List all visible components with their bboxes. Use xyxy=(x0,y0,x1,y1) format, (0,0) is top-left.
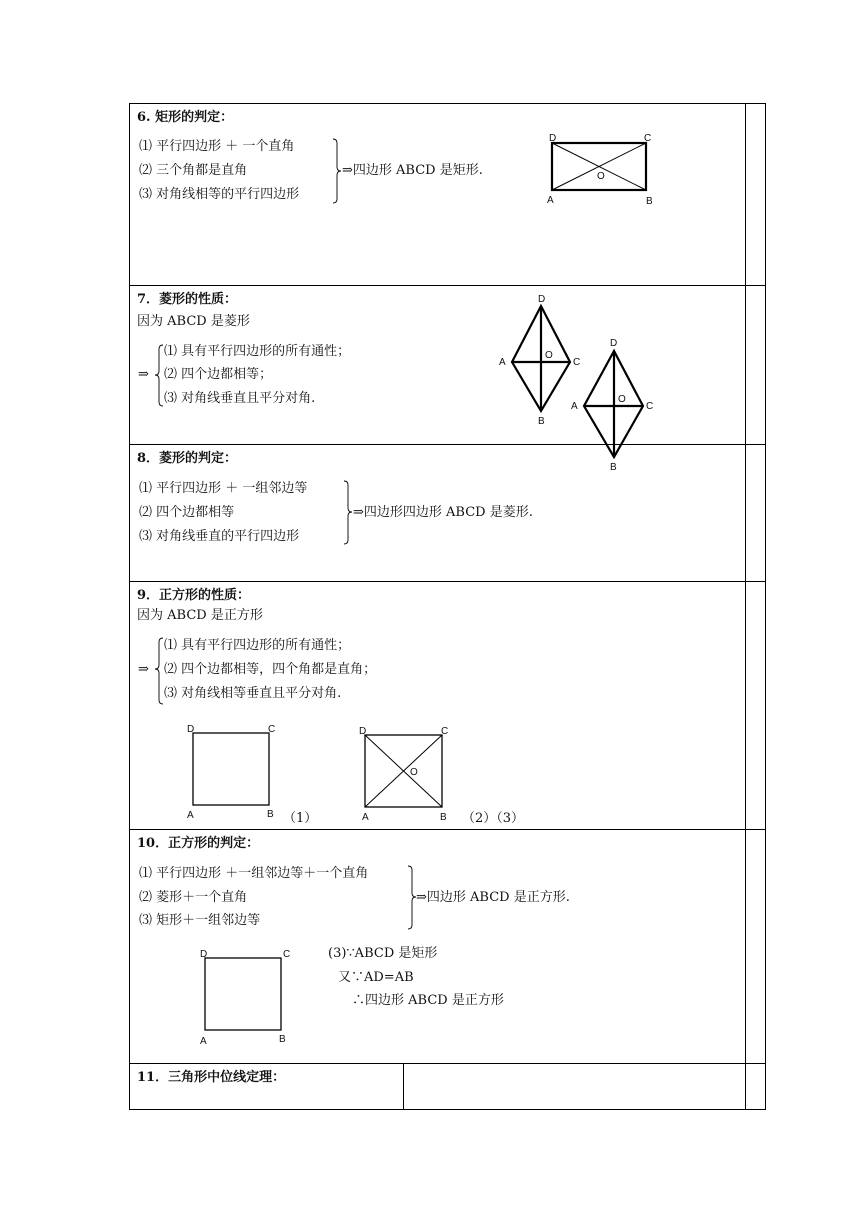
s6-result: ⇒四边形 ABCD 是矩形. xyxy=(342,163,483,178)
s9-f2-label-b: B xyxy=(440,812,447,823)
s8-item-2: ⑵ 四个边都相等 xyxy=(139,505,235,520)
square-figure-1 xyxy=(193,733,269,805)
s10-proof-line-3: ∴四边形 ABCD 是正方形 xyxy=(352,993,504,1008)
s10-result: ⇒四边形 ABCD 是正方形. xyxy=(416,890,570,905)
s7-f1-label-c: C xyxy=(573,357,581,368)
s9-f1-label-b: B xyxy=(267,809,274,820)
s9-f1-caption: （1） xyxy=(283,811,318,826)
s10-proof-line-1: (3)∵ABCD 是矩形 xyxy=(328,946,438,961)
square-figure-3 xyxy=(205,958,281,1030)
s10-label-c: C xyxy=(283,949,291,960)
s8-result: ⇒四边形四边形 ABCD 是菱形. xyxy=(353,505,533,520)
s7-item-2: ⑵ 四个边都相等； xyxy=(164,367,273,382)
rhombus-figure-2 xyxy=(584,351,643,457)
section-7-title: 7．菱形的性质： xyxy=(137,292,238,307)
s7-f1-label-o: O xyxy=(545,350,553,361)
s10-item-1: ⑴ 平行四边形 ＋一组邻边等＋一个直角 xyxy=(139,866,369,881)
s9-item-3: ⑶ 对角线相等垂直且平分对角. xyxy=(164,686,342,701)
s9-arrow: ⇒ xyxy=(138,662,149,677)
s10-label-b: B xyxy=(279,1034,286,1045)
s7-item-3: ⑶ 对角线垂直且平分对角. xyxy=(164,391,316,406)
s9-given: 因为 ABCD 是正方形 xyxy=(137,608,263,623)
s9-f2-caption: （2）（3） xyxy=(462,811,525,826)
s7-f2-label-c: C xyxy=(646,401,654,412)
s6-item-2: ⑵ 三个角都是直角 xyxy=(139,163,248,178)
s6-label-b: B xyxy=(646,196,653,207)
section-8-title: 8．菱形的判定： xyxy=(137,451,238,466)
s6-label-c: C xyxy=(644,133,652,144)
s6-item-1: ⑴ 平行四边形 ＋ 一个直角 xyxy=(139,139,295,154)
s6-item-3: ⑶ 对角线相等的平行四边形 xyxy=(139,187,300,202)
s7-f1-label-d: D xyxy=(538,294,546,305)
s6-label-d: D xyxy=(549,133,557,144)
s9-f1-label-a: A xyxy=(187,810,194,821)
s10-item-3: ⑶ 矩形＋一组邻边等 xyxy=(139,913,261,928)
s9-item-1: ⑴ 具有平行四边形的所有通性； xyxy=(164,638,351,653)
section-6-title: 6. 矩形的判定： xyxy=(137,110,234,125)
section-9-title: 9．正方形的性质： xyxy=(137,588,251,603)
s10-proof-line-2: 又∵AD=AB xyxy=(338,970,414,985)
s7-arrow: ⇒ xyxy=(138,367,149,382)
s7-f2-label-a: A xyxy=(571,401,578,412)
section-10-title: 10．正方形的判定： xyxy=(137,836,260,851)
s10-item-2: ⑵ 菱形＋一个直角 xyxy=(139,890,248,905)
s7-f2-label-b: B xyxy=(610,462,617,473)
s9-item-2: ⑵ 四个边都相等，四个角都是直角； xyxy=(164,662,377,677)
s8-item-1: ⑴ 平行四边形 ＋ 一组邻边等 xyxy=(139,481,308,496)
s7-item-1: ⑴ 具有平行四边形的所有通性； xyxy=(164,344,351,359)
square-figure-2 xyxy=(365,735,442,807)
rhombus-figure-1 xyxy=(512,306,570,411)
s8-item-3: ⑶ 对角线垂直的平行四边形 xyxy=(139,529,300,544)
s7-f1-label-b: B xyxy=(538,416,545,427)
s7-f1-label-a: A xyxy=(499,357,506,368)
s10-label-a: A xyxy=(200,1036,207,1047)
s9-f1-label-d: D xyxy=(187,724,195,735)
s10-label-d: D xyxy=(200,949,208,960)
s7-f2-label-o: O xyxy=(618,394,626,405)
s6-label-o: O xyxy=(597,171,605,182)
s7-given: 因为 ABCD 是菱形 xyxy=(137,314,250,329)
s6-label-a: A xyxy=(547,195,554,206)
s9-f1-label-c: C xyxy=(268,724,276,735)
s9-f2-label-o: O xyxy=(410,767,418,778)
section-11-title: 11．三角形中位线定理： xyxy=(137,1070,286,1085)
s9-f2-label-a: A xyxy=(362,812,369,823)
s7-f2-label-d: D xyxy=(610,338,618,349)
s9-f2-label-d: D xyxy=(359,726,367,737)
s9-f2-label-c: C xyxy=(441,726,449,737)
